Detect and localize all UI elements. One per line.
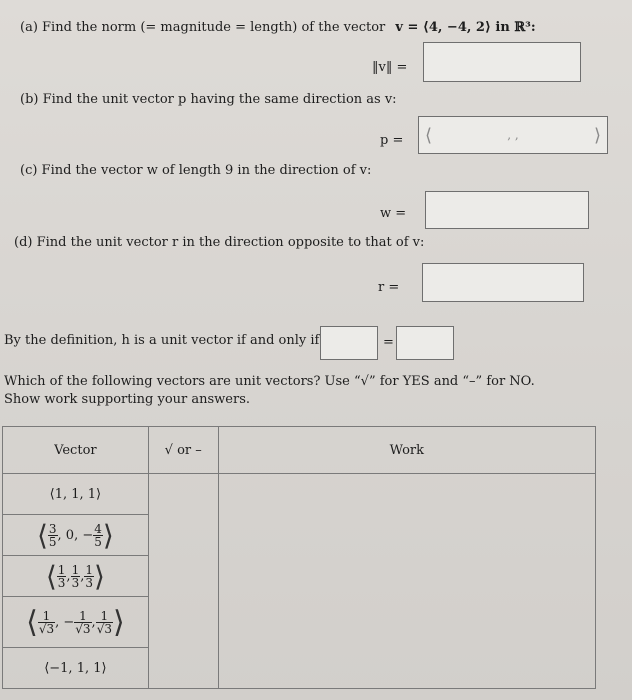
table-row [3,648,596,689]
table-header-row [3,427,596,474]
part-b-prompt: (b) Find the unit vector p having the same direction as v: [20,92,397,107]
unit-vector-table [2,426,596,689]
vector-w-answer-box[interactable] [425,191,589,229]
work-cell-3[interactable] [218,556,595,597]
header-check: √ or – [148,427,218,474]
vector-cell-4: ⟨ $\frac{1}{√3}$ , − $\frac{1}{√3}$ , $\frac{1}{√3}$ ⟩ [3,597,149,648]
check-cell-1[interactable] [148,474,218,515]
check-cell-3[interactable] [148,556,218,597]
w-label: w = [380,206,407,221]
work-cell-4[interactable] [218,597,595,648]
check-cell-4[interactable] [148,597,218,648]
check-cell-5[interactable] [148,648,218,689]
table-row [3,474,596,515]
work-cell-2[interactable] [218,515,595,556]
vector-1-text: ⟨1, 1, 1⟩ [49,486,102,502]
definition-left-box[interactable] [320,326,378,360]
table-row [3,556,596,597]
component-separators: , , [507,128,519,142]
vector-cell-2: ⟨ $\frac{3}{5}$ , 0, − $\frac{4}{5}$ ⟩ [3,515,149,556]
vector-v-definition: v = ⟨4, −4, 2⟩ in ℝ³: [395,20,536,35]
vector-5-text: ⟨−1, 1, 1⟩ [44,660,107,676]
unit-vector-p-answer-box[interactable] [418,116,608,154]
unit-vector-definition-text: By the definition, h is a unit vector if and only if [4,333,320,348]
table-row [3,597,596,648]
work-cell-1[interactable] [218,474,595,515]
work-cell-5[interactable] [218,648,595,689]
header-vector: Vector [3,427,149,474]
part-c-prompt: (c) Find the vector w of length 9 in the direction of v: [20,163,372,178]
unit-vector-question-line2: Show work supporting your answers. [4,392,251,407]
part-a-text: (a) Find the norm (= magnitude = length) of the vector [20,20,386,35]
table-row [3,515,596,556]
vector-cell-3: ⟨ $\frac{1}{3}$ , $\frac{1}{3}$ , $\frac{1}{3}$ ⟩ [3,556,149,597]
right-angle-bracket: ⟩ [593,124,601,146]
norm-label: ‖v‖ = [372,60,408,75]
norm-answer-box[interactable] [423,42,581,82]
part-a-prompt [20,20,536,35]
vector-cell-5 [3,648,149,689]
definition-equals: = [383,335,394,350]
vector-r-answer-box[interactable] [422,263,584,302]
check-cell-2[interactable] [148,515,218,556]
unit-vector-question-line1: Which of the following vectors are unit vectors? Use “√” for YES and “–” for NO. [4,374,535,389]
r-label: r = [378,280,400,295]
part-d-prompt: (d) Find the unit vector r in the direction opposite to that of v: [14,235,425,250]
p-label: p = [380,133,404,148]
vector-cell-1 [3,474,149,515]
definition-right-box[interactable] [396,326,454,360]
header-work: Work [218,427,595,474]
left-angle-bracket: ⟨ [425,124,433,146]
